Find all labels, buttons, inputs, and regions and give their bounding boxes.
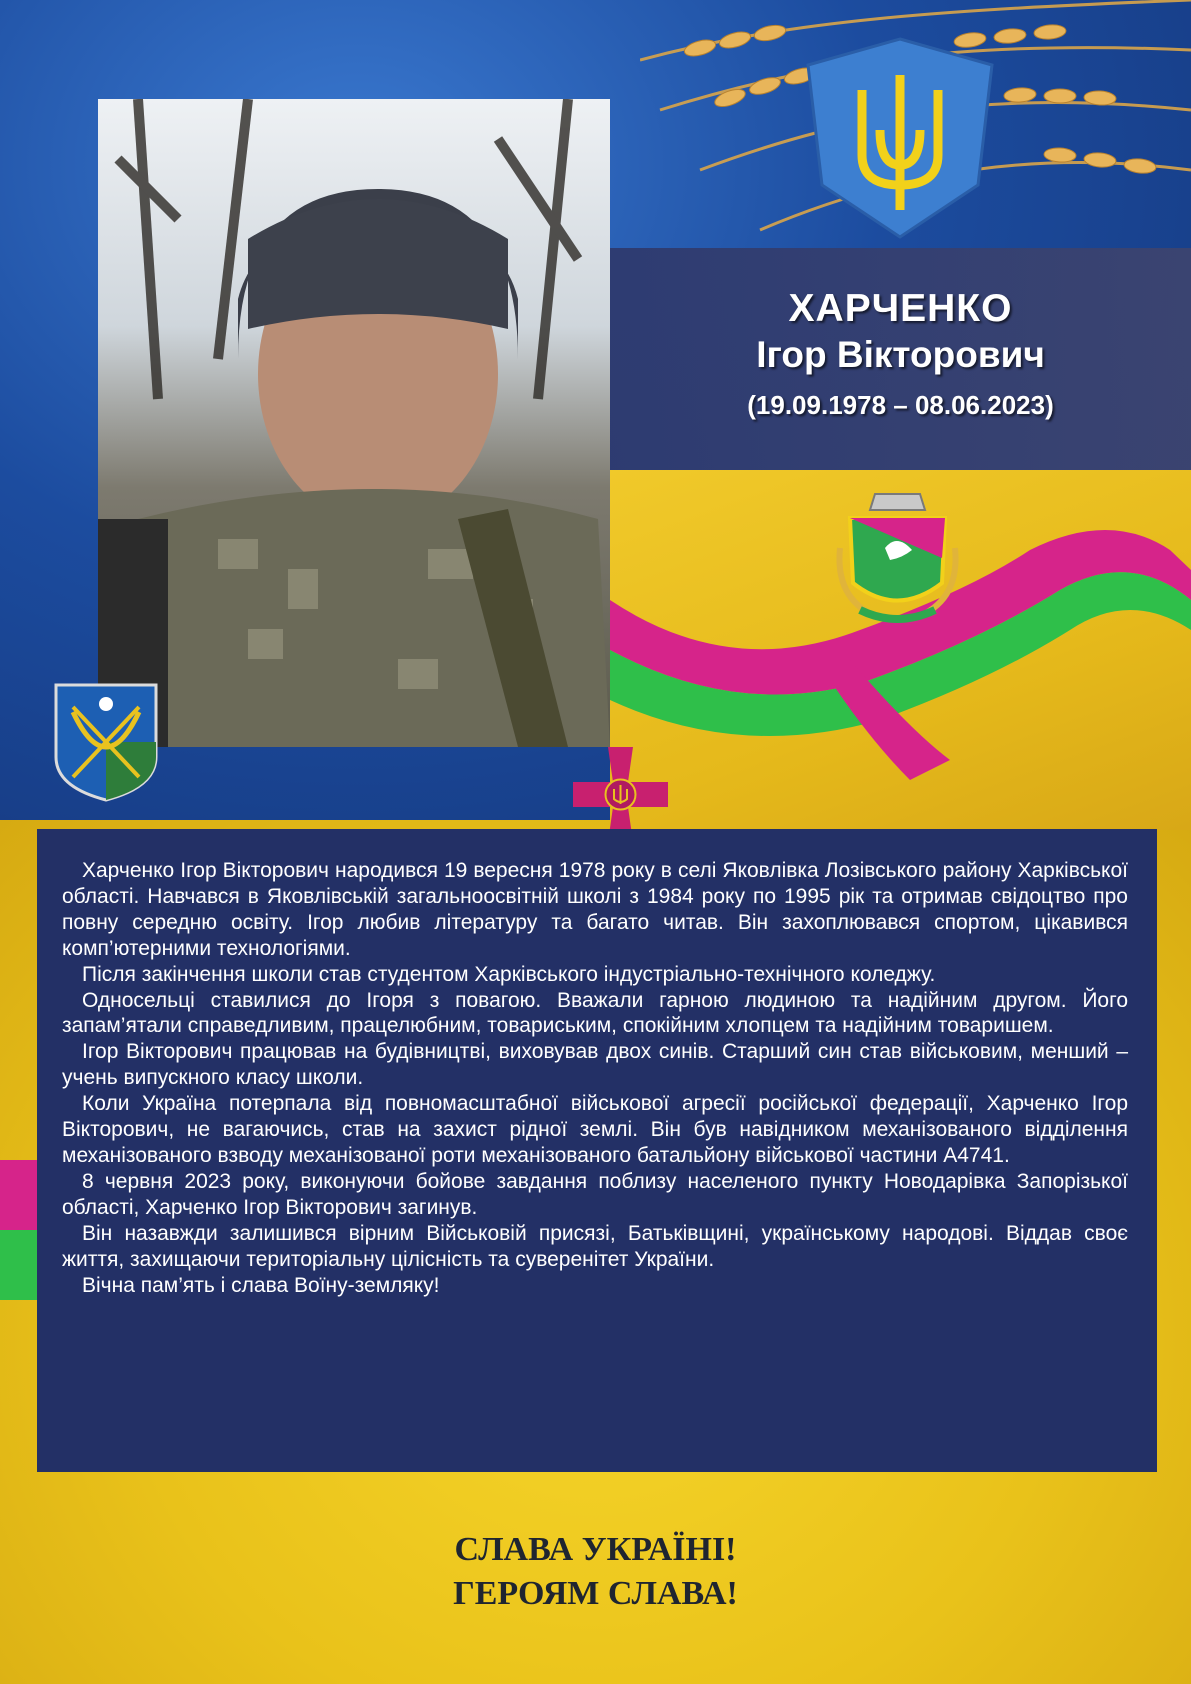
bio-paragraph: 8 червня 2023 року, виконуючи бойове завдання поблизу населеного пункту Новодарівка Запорізької області, Харченко Ігор Вікторович загинув. bbox=[62, 1169, 1128, 1219]
biography-text bbox=[62, 858, 1128, 1298]
slogan bbox=[0, 1528, 1191, 1616]
surname: ХАРЧЕНКО bbox=[788, 287, 1013, 330]
name-block bbox=[610, 285, 1191, 421]
given-names: Ігор Вікторович bbox=[756, 334, 1045, 375]
army-cross-icon bbox=[573, 747, 668, 842]
slogan-line-1: СЛАВА УКРАЇНІ! bbox=[454, 1531, 737, 1568]
bio-paragraph: Ігор Вікторович працював на будівництві, виховував двох синів. Старший син став військовим, менший – учень випускного класу школи. bbox=[62, 1040, 1128, 1090]
city-coat-of-arms-icon bbox=[830, 488, 965, 628]
bio-paragraph: Після закінчення школи став студентом Харківського індустріально-технічного коледжу. bbox=[82, 962, 936, 986]
trident-icon bbox=[800, 35, 1000, 240]
brigade-patch-icon bbox=[53, 682, 159, 802]
left-ribbon bbox=[0, 1160, 40, 1300]
bio-paragraph: Коли Україна потерпала від повномасштабної військової агресії російської федерації, Харченко Ігор Вікторович, не вагаючись, став на захист рідної землі. Він був навідником механізованого відділення механізованого взводу механізованої роти механізованого батальйону військової частини А4741. bbox=[62, 1092, 1128, 1167]
bio-paragraph: Вічна пам’ять і слава Воїну-земляку! bbox=[82, 1273, 440, 1297]
portrait-photo bbox=[98, 99, 610, 747]
bio-paragraph: Односельці ставилися до Ігоря з повагою. Вважали гарною людиною та надійним другом. Його запам’ятали справедливим, працелюбним, товариським, спокійним хлопцем та надійним товаришем. bbox=[62, 988, 1128, 1038]
bio-paragraph: Він назавжди залишився вірним Військовій присязі, Батьківщині, українському народові. Віддав своє життя, захищаючи територіальну цілісність та суверенітет України. bbox=[62, 1221, 1128, 1271]
bio-paragraph: Харченко Ігор Вікторович народився 19 вересня 1978 року в селі Яковлівка Лозівського району Харківської області. Навчався в Яковлівській загальноосвітній школі з 1984 року по 1995 рік та отримав свідоцтво про повну середню освіту. Ігор любив літературу та багато читав. Він захоплювався спортом, цікавився комп’ютерними технологіями. bbox=[62, 859, 1128, 960]
life-dates: (19.09.1978 – 08.06.2023) bbox=[747, 390, 1054, 420]
slogan-line-2: ГЕРОЯМ СЛАВА! bbox=[453, 1575, 738, 1612]
